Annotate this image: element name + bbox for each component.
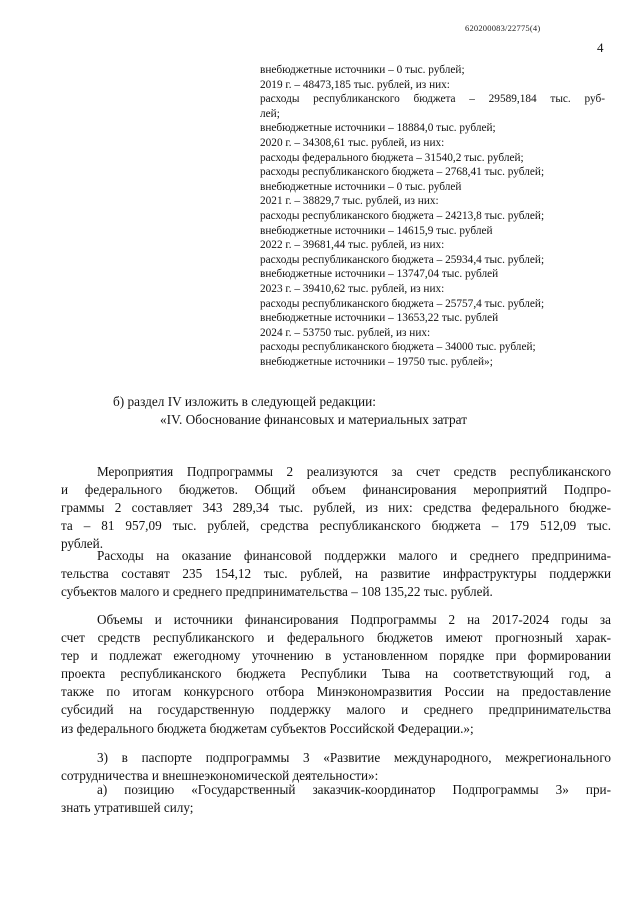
budget-line: расходы республиканского бюджета – 34000 тыс. рублей; [260,341,536,354]
paragraph-line: субсидий на государственную поддержку малого и среднего предпринимательства [61,702,611,718]
budget-line: внебюджетные источники – 0 тыс. рублей; [260,64,465,76]
budget-line: расходы республиканского бюджета – 29589,184 тыс. руб- [260,93,605,106]
paragraph-position-revoked [61,781,611,817]
budget-line: 2020 г. – 34308,61 тыс. рублей, из них: [260,136,445,149]
paragraph-line: рублей. [61,536,104,552]
section-title: «IV. Обоснование финансовых и материальных затрат [160,412,468,427]
budget-line: внебюджетные источники – 13653,22 тыс. рублей [260,312,499,325]
page-number: 4 [597,40,604,55]
paragraph-financing-sources [61,611,611,738]
paragraph-line: сотрудничества и внешнеэкономической деятельности»: [61,768,379,784]
paragraph-line: тельства составят 235 154,12 тыс. рублей, на развитие инфраструктуры поддержки [61,566,611,582]
budget-line: 2023 г. – 39410,62 тыс. рублей, из них: [260,282,445,295]
paragraph-line: из федерального бюджета бюджетам субъектов Российской Федерации.»; [61,720,474,736]
paragraph-line: проекта республиканского бюджета Республики Тыва на соответствующий год, а [61,666,611,682]
paragraph-line: Расходы на оказание финансовой поддержки малого и среднего предпринима- [97,548,611,563]
paragraph-line: и федерального бюджетов. Общий объем финансирования мероприятий Подпро- [61,482,611,498]
budget-line: 2022 г. – 39681,44 тыс. рублей, из них: [260,239,445,252]
budget-line: расходы федерального бюджета – 31540,2 тыс. рублей; [260,151,524,164]
paragraph-line: счет средств республиканского и федерального бюджетов имеют прогнозный харак- [61,630,611,646]
budget-breakdown-list [260,63,605,369]
paragraph-line: Объемы и источники финансирования Подпрограммы 2 на 2017-2024 годы за [97,612,611,627]
budget-line: лей; [260,107,280,120]
paragraph-line: тер и подлежат ежегодному уточнению в установленном порядке при формировании [61,648,611,664]
budget-line: 2021 г. – 38829,7 тыс. рублей, из них: [260,195,439,208]
paragraph-line: Мероприятия Подпрограммы 2 реализуются за счет средств республиканского [97,464,611,479]
budget-line: расходы республиканского бюджета – 25757,4 тыс. рублей; [260,297,545,310]
budget-line: внебюджетные источники – 14615,9 тыс. рублей [260,224,493,237]
budget-line: расходы республиканского бюджета – 2768,41 тыс. рублей; [260,166,545,179]
budget-line: внебюджетные источники – 19750 тыс. рублей»; [260,355,493,368]
paragraph-support-expenses [61,547,611,601]
paragraph-line: 3) в паспорте подпрограммы 3 «Развитие международного, межрегионального [97,750,611,765]
paragraph-line: знать утратившей силу; [61,800,194,816]
section-intro: б) раздел IV изложить в следующей редакции: [113,394,376,409]
paragraph-line: а) позицию «Государственный заказчик-координатор Подпрограммы 3» при- [97,782,611,797]
paragraph-line: граммы 2 составляет 343 289,34 тыс. рублей, из них: средства федерального бюдже- [61,500,611,516]
budget-line: внебюджетные источники – 13747,04 тыс. рублей [260,268,499,281]
budget-line: внебюджетные источники – 18884,0 тыс. рублей; [260,122,496,135]
paragraph-line: также по итогам конкурсного отбора Минэкономразвития России на предоставление [61,684,611,700]
budget-line: расходы республиканского бюджета – 24213,8 тыс. рублей; [260,209,545,222]
paragraph-financing-volume [61,463,611,553]
paragraph-line: та – 81 957,09 тыс. рублей, средства республиканского бюджета – 179 512,09 тыс. [61,518,611,534]
budget-line: внебюджетные источники – 0 тыс. рублей [260,180,462,193]
budget-line: 2019 г. – 48473,185 тыс. рублей, из них: [260,78,450,91]
document-id: 620200083/22775(4) [465,23,541,33]
paragraph-line: субъектов малого и среднего предпринимательства – 108 135,22 тыс. рублей. [61,584,493,600]
budget-line: расходы республиканского бюджета – 25934,4 тыс. рублей; [260,253,545,266]
budget-line: 2024 г. – 53750 тыс. рублей, из них: [260,326,431,339]
paragraph-subprogram-3-passport [61,749,611,785]
